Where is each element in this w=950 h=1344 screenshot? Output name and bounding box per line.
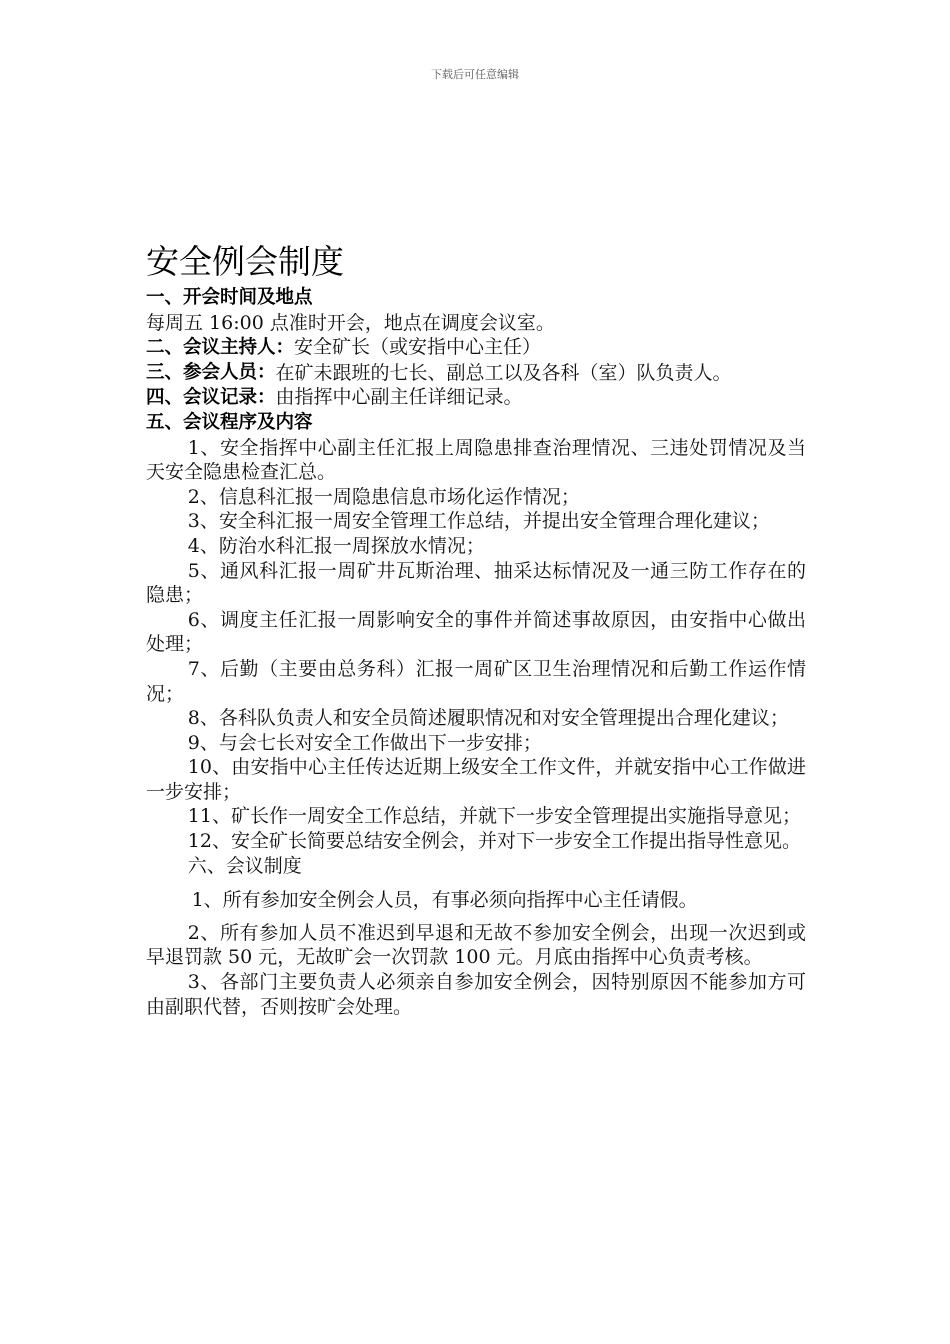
section-5-item: 9、与会七长对安全工作做出下一步安排；: [187, 731, 542, 754]
section-3-text: 在矿未跟班的七长、副总工以及各科（室）队负责人。: [275, 361, 732, 384]
section-5-heading: 五、会议程序及内容: [146, 411, 313, 433]
section-5-item: 8、各科队负责人和安全员简述履职情况和对安全管理提出合理化建议；: [187, 707, 789, 730]
section-6-item: 3、各部门主要负责人必须亲自参加安全例会，因特别原因不能参加方可由副职代替，否则按旷会处理。: [146, 971, 806, 1018]
section-5-item: 5、通风科汇报一周矿井瓦斯治理、抽采达标情况及一通三防工作存在的隐患；: [146, 559, 806, 607]
section-2-text: 安全矿长（或安指中心主任）: [294, 336, 542, 359]
section-5-item: 12、安全矿长简要总结安全例会，并对下一步安全工作提出指导性意见。: [187, 830, 801, 853]
section-5-item: 7、后勤（主要由总务科）汇报一周矿区卫生治理情况和后勤工作运作情况；: [146, 657, 806, 705]
section-6-heading: 六、会议制度: [187, 854, 302, 877]
section-5-item: 6、调度主任汇报一周影响安全的事件并简述事故原因，由安指中心做出处理；: [146, 608, 806, 656]
section-1-text: 每周五 16:00 点准时开会，地点在调度会议室。: [146, 311, 555, 334]
section-3: [146, 361, 806, 386]
section-1-heading: 一、开会时间及地点: [146, 287, 313, 308]
section-2: [146, 335, 806, 361]
document-body: [146, 238, 806, 1019]
section-2-heading: 二、会议主持人：: [146, 337, 295, 359]
section-5-item: 2、信息科汇报一周隐患信息市场化运作情况；: [187, 485, 580, 508]
section-3-heading: 三、参会人员：: [146, 361, 276, 383]
section-4: [146, 385, 806, 411]
document-title: 安全例会制度: [146, 242, 344, 281]
section-4-heading: 四、会议记录：: [146, 387, 276, 409]
section-6-item: 2、所有参加人员不准迟到早退和无故不参加安全例会，出现一次迟到或早退罚款 50 元，无故旷会一次罚款 100 元。月底由指挥中心负责考核。: [146, 921, 806, 969]
section-5-item: 3、安全科汇报一周安全管理工作总结，并提出安全管理合理化建议；: [187, 510, 770, 533]
section-6-item: 1、所有参加安全例会人员，有事必须向指挥中心主任请假。: [191, 889, 698, 912]
section-5-item: 10、由安指中心主任传达近期上级安全工作文件，并就安指中心工作做进一步安排；: [146, 756, 806, 803]
section-5-item: 11、矿长作一周安全工作总结，并就下一步安全管理提出实施指导意见；: [187, 805, 801, 828]
header-note: 下载后可任意编辑: [431, 68, 519, 81]
section-5-item: 1、安全指挥中心副主任汇报上周隐患排查治理情况、三违处罚情况及当天安全隐患检查汇总。: [146, 436, 806, 484]
section-5-item: 4、防治水科汇报一周探放水情况；: [187, 534, 485, 557]
section-4-text: 由指挥中心副主任详细记录。: [275, 386, 523, 409]
